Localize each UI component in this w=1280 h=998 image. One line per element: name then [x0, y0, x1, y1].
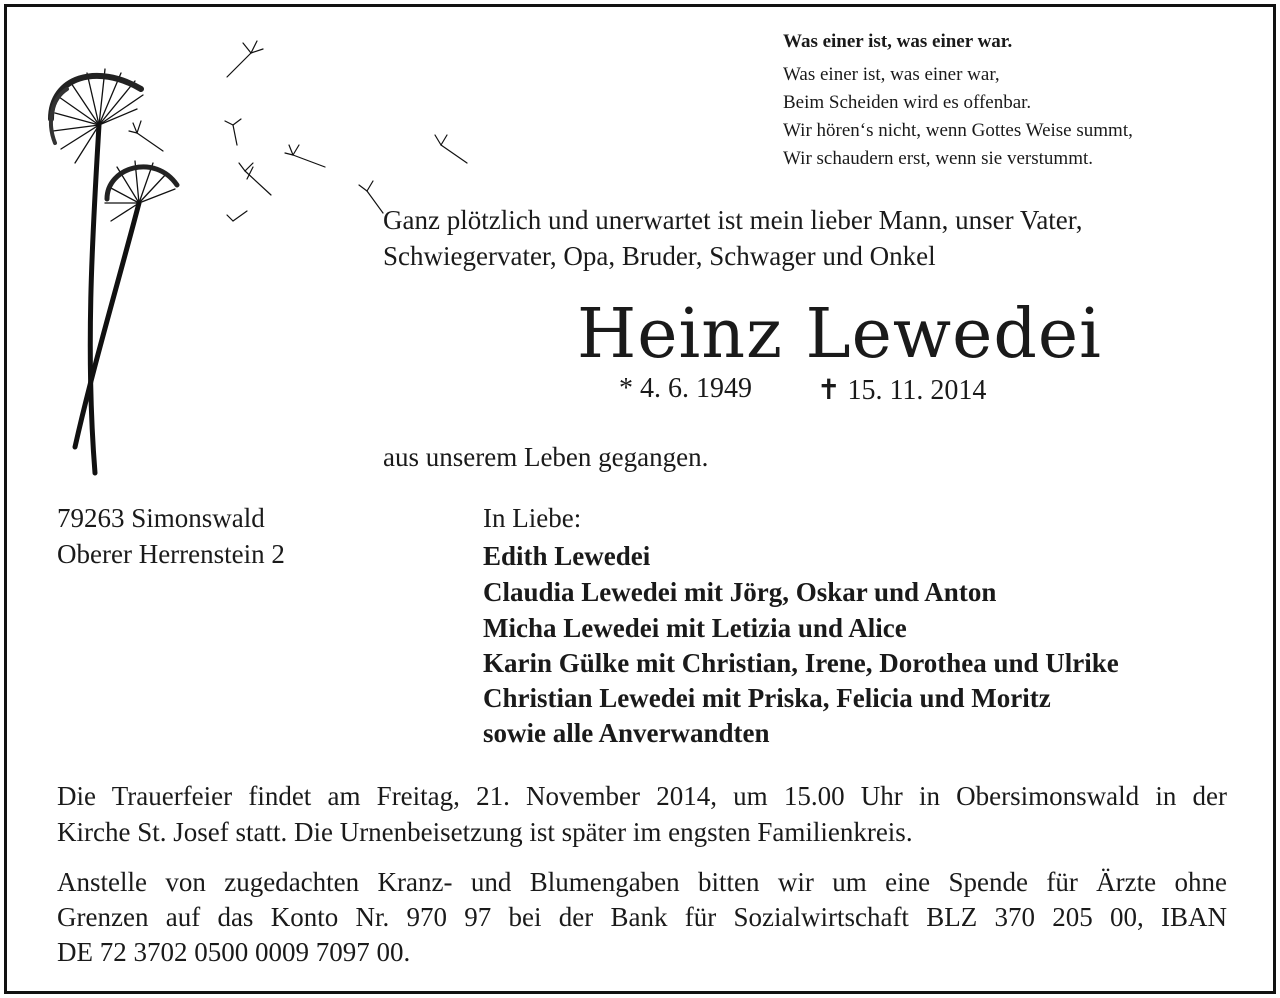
mourner-name: Christian Lewedei mit Priska, Felicia und Moritz: [483, 683, 1051, 713]
address-line: Oberer Herrenstein 2: [57, 539, 285, 569]
mourner-name: Micha Lewedei mit Letizia und Alice: [483, 613, 907, 643]
poem-title: Was einer ist, was einer war.: [783, 31, 1013, 52]
address-line: 79263 Simonswald: [57, 503, 265, 533]
death-date: ✝ 15. 11. 2014: [817, 375, 987, 406]
poem-line: Beim Scheiden wird es offenbar.: [783, 92, 1032, 113]
obituary-notice: [4, 4, 1276, 994]
poem-line: Wir hören‘s nicht, wenn Gottes Weise summt,: [783, 120, 1133, 141]
deceased-name: Heinz Lewedei: [577, 295, 1102, 374]
announcement-outro: aus unserem Leben gegangen.: [383, 442, 709, 472]
mourners-heading: In Liebe:: [483, 503, 582, 533]
mourner-name: sowie alle Anverwandten: [483, 718, 770, 748]
mourner-name: Claudia Lewedei mit Jörg, Oskar und Anton: [483, 577, 997, 607]
announcement-intro-line: Ganz plötzlich und unerwartet ist mein lieber Mann, unser Vater,: [383, 205, 1083, 235]
announcement-intro-line: Schwiegervater, Opa, Bruder, Schwager und Onkel: [383, 241, 936, 271]
funeral-info-line: Kirche St. Josef statt. Die Urnenbeisetzung ist später im engsten Familienkreis.: [57, 817, 913, 847]
poem-line: Wir schaudern erst, wenn sie verstummt.: [783, 148, 1094, 169]
donation-info-line: Anstelle von zugedachten Kranz- und Blumengaben bitten wir um eine Spende für Ärzte ohne: [57, 867, 1227, 897]
donation-info-line: DE 72 3702 0500 0009 7097 00.: [57, 937, 411, 967]
donation-info-line: Grenzen auf das Konto Nr. 970 97 bei der Bank für Sozialwirtschaft BLZ 370 205 00, IBAN: [57, 902, 1227, 932]
mourner-name: Edith Lewedei: [483, 541, 651, 571]
funeral-info-line: Die Trauerfeier findet am Freitag, 21. November 2014, um 15.00 Uhr in Obersimonswald in der: [57, 781, 1227, 811]
poem-line: Was einer ist, was einer war,: [783, 64, 1000, 85]
mourner-name: Karin Gülke mit Christian, Irene, Dorothea und Ulrike: [483, 648, 1119, 678]
birth-date: * 4. 6. 1949: [619, 373, 752, 404]
